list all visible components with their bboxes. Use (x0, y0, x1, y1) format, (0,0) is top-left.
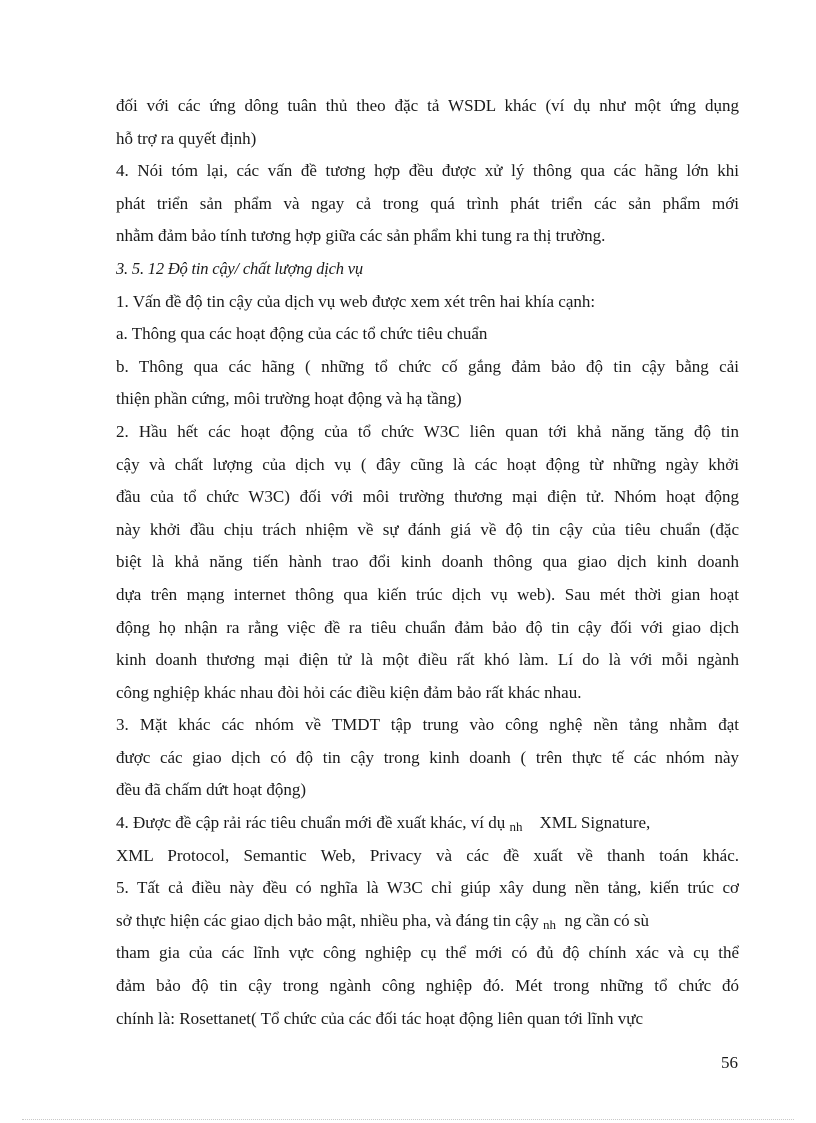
text-line: cậy và chất lượng của dịch vụ ( đây cũng là các hoạt động từ những ngày khởi (116, 454, 739, 474)
body-text (116, 90, 739, 1035)
text-line: 1. Vấn đề độ tin cậy của dịch vụ web được xem xét trên hai khía cạnh: (116, 291, 596, 311)
text-line: công nghiệp khác nhau đòi hỏi các điều kiện đảm bảo rất khác nhau. (116, 682, 582, 702)
text-line: kinh doanh thương mại điện tử là một điều rất khó làm. Lí do là với mỗi ngành (116, 650, 739, 670)
text-line: được các giao dịch có độ tin cậy trong kinh doanh ( trên thực tế các nhóm này (116, 747, 739, 767)
text-fragment: 4. Được đề cập rải rác tiêu chuẩn mới đề xuất khác, ví dụ (116, 813, 506, 833)
text-line: đầu của tổ chức W3C) đối với môi trường thương mại điện tử. Nhóm hoạt động (116, 487, 739, 507)
text-line: này khởi đầu chịu trách nhiệm về sự đánh giá về độ tin cậy của tiêu chuẩn (đặc (116, 519, 739, 539)
footer-divider (22, 1119, 794, 1120)
text-line: đều đã chấm dứt hoạt động) (116, 780, 307, 800)
text-line: a. Thông qua các hoạt động của các tổ chức tiêu chuẩn (116, 324, 488, 344)
text-line: phát triển sản phẩm và ngay cả trong quá trình phát triển các sản phẩm mới (116, 193, 739, 213)
subscript-fragment: nh (543, 916, 557, 932)
text-line: thiện phần cứng, môi trường hoạt động và hạ tầng) (116, 389, 462, 409)
text-fragment: XML Signature, (535, 813, 651, 833)
text-line: tham gia của các lĩnh vực công nghiệp cụ thể mới có đủ độ chính xác và cụ thể (116, 943, 739, 963)
text-line: nhằm đảm bảo tính tương hợp giữa các sản phẩm khi tung ra thị trường. (116, 226, 606, 246)
text-line: động họ nhận ra rằng việc đề ra tiêu chuẩn đảm bảo độ tin cậy đối với giao dịch (116, 617, 739, 637)
text-line: 2. Hầu hết các hoạt động của tổ chức W3C liên quan tới khả năng tăng độ tin (116, 421, 739, 441)
text-line: hỗ trợ ra quyết định) (116, 128, 257, 148)
section-heading: 3. 5. 12 Độ tin cậy/ chất lượng dịch vụ (116, 258, 363, 278)
text-line (116, 905, 739, 938)
text-line: đảm bảo độ tin cậy trong ngành công nghiệp đó. Mét trong những tổ chức đó (116, 976, 739, 996)
text-line: 4. Nói tóm lại, các vấn đề tương hợp đều được xử lý thông qua các hãng lớn khi (116, 161, 739, 181)
page-number: 56 (721, 1053, 738, 1072)
text-line (116, 807, 739, 840)
text-line: dựa trên mạng internet thông qua kiến trúc dịch vụ web). Sau mét thời gian hoạt (116, 584, 739, 604)
text-fragment: sở thực hiện các giao dịch bảo mật, nhiều pha, và đáng tin cậy (116, 910, 539, 930)
text-line: chính là: Rosettanet( Tổ chức của các đối tác hoạt động liên quan tới lĩnh vực (116, 1008, 644, 1028)
text-line: biệt là khả năng tiến hành trao đổi kinh doanh thông qua giao dịch kinh doanh (116, 552, 739, 572)
text-line: 5. Tất cả điều này đều có nghĩa là W3C chỉ giúp xây dung nền tảng, kiến trúc cơ (116, 878, 739, 898)
text-fragment: ng cần có sù (560, 910, 650, 930)
text-line: 3. Mặt khác các nhóm về TMDT tập trung vào công nghệ nền tảng nhằm đạt (116, 715, 739, 735)
text-line: b. Thông qua các hãng ( những tổ chức cố gắng đảm bảo độ tin cậy bằng cải (116, 356, 739, 376)
subscript-fragment: nh (509, 819, 523, 835)
text-line: đối với các ứng dông tuân thủ theo đặc tả WSDL khác (ví dụ như một ứng dụng (116, 96, 739, 115)
text-line: XML Protocol, Semantic Web, Privacy và các đề xuất về thanh toán khác. (116, 845, 739, 865)
